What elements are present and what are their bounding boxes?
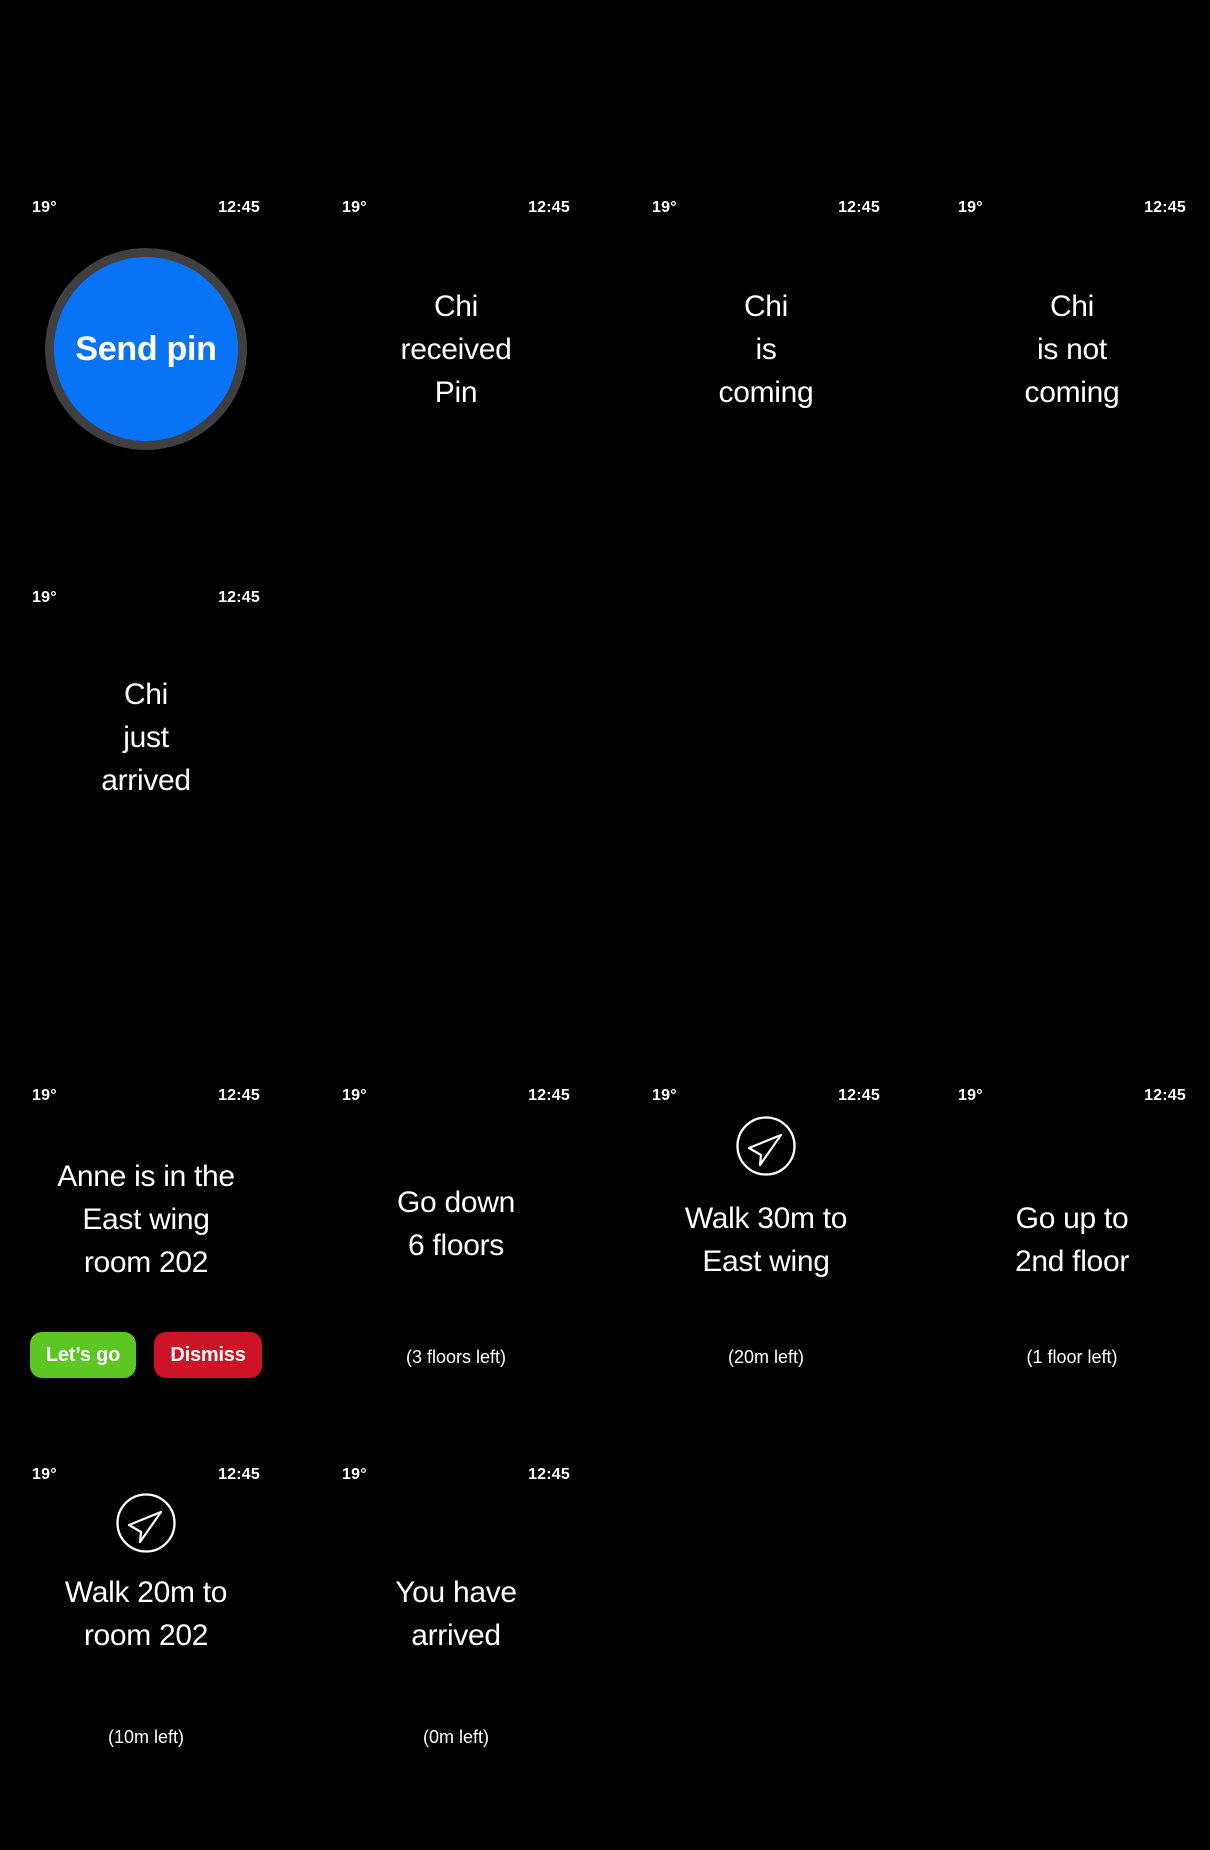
message-line: arrived — [411, 1619, 501, 1652]
status-bar — [956, 198, 1188, 218]
screen-go-up — [956, 1086, 1188, 1386]
temperature-label: 19° — [652, 199, 677, 216]
screen-chi-is-not-coming — [956, 198, 1188, 458]
status-bar — [956, 1086, 1188, 1106]
message-line: room 202 — [83, 1619, 209, 1652]
status-bar — [340, 198, 572, 218]
clock-label: 12:45 — [1144, 199, 1186, 216]
clock-label: 12:45 — [218, 199, 260, 216]
message-line: is — [755, 333, 777, 366]
screen-send-pin — [30, 198, 262, 458]
message-line: room 202 — [83, 1246, 209, 1279]
send-pin-button[interactable]: Send pin — [45, 248, 247, 450]
screen-chi-is-coming — [650, 198, 882, 458]
instruction-text — [640, 1197, 892, 1283]
message-text — [330, 285, 582, 414]
message-line: East wing — [702, 1245, 830, 1278]
clock-label: 12:45 — [838, 199, 880, 216]
message-line: 2nd floor — [1014, 1245, 1130, 1278]
message-line: coming — [1024, 376, 1120, 409]
screen-chi-received-pin — [340, 198, 572, 458]
message-line: coming — [718, 376, 814, 409]
message-line: Chi — [433, 290, 479, 323]
message-line: received — [400, 333, 512, 366]
message-line: Walk 30m to — [684, 1202, 848, 1235]
message-line: Chi — [1049, 290, 1095, 323]
remaining-label: (3 floors left) — [405, 1347, 507, 1367]
instruction-text — [946, 1197, 1198, 1283]
message-line: Anne is in the — [57, 1160, 235, 1193]
temperature-label: 19° — [652, 1087, 677, 1104]
message-line: just — [123, 721, 169, 754]
temperature-label: 19° — [958, 1087, 983, 1104]
clock-label: 12:45 — [218, 1087, 260, 1104]
action-buttons — [30, 1332, 262, 1378]
status-bar — [650, 1086, 882, 1106]
message-text — [20, 1155, 272, 1284]
remaining-label: (20m left) — [727, 1347, 805, 1367]
screen-anne-location — [30, 1086, 262, 1386]
screen-chi-just-arrived — [30, 588, 262, 848]
temperature-label: 19° — [958, 199, 983, 216]
clock-label: 12:45 — [218, 589, 260, 606]
temperature-label: 19° — [342, 1466, 367, 1483]
status-bar — [340, 1465, 572, 1485]
message-line: You have — [395, 1576, 517, 1609]
status-bar — [340, 1086, 572, 1106]
remaining-label: (1 floor left) — [1026, 1347, 1118, 1367]
message-line: Go up to — [1015, 1202, 1129, 1235]
navigation-icon — [30, 1492, 262, 1554]
message-line: Walk 20m to — [64, 1576, 228, 1609]
lets-go-button[interactable]: Let’s go — [30, 1332, 136, 1378]
remaining-label: (10m left) — [107, 1727, 185, 1747]
message-line: Chi — [743, 290, 789, 323]
remaining-label: (0m left) — [422, 1727, 489, 1747]
clock-label: 12:45 — [528, 199, 570, 216]
clock-label: 12:45 — [528, 1087, 570, 1104]
screen-walk-room-202 — [30, 1465, 262, 1765]
message-line: East wing — [82, 1203, 210, 1236]
message-text — [330, 1571, 582, 1657]
status-bar — [30, 1086, 262, 1106]
temperature-label: 19° — [342, 1087, 367, 1104]
temperature-label: 19° — [32, 1087, 57, 1104]
message-text — [640, 285, 892, 414]
screen-you-have-arrived — [340, 1465, 572, 1765]
temperature-label: 19° — [32, 589, 57, 606]
clock-label: 12:45 — [1144, 1087, 1186, 1104]
dismiss-button[interactable]: Dismiss — [154, 1332, 262, 1378]
temperature-label: 19° — [32, 1466, 57, 1483]
status-bar — [30, 1465, 262, 1485]
navigation-icon — [650, 1115, 882, 1177]
status-bar — [30, 198, 262, 218]
message-text — [946, 285, 1198, 414]
status-bar — [30, 588, 262, 608]
message-line: Chi — [123, 678, 169, 711]
message-line: Pin — [434, 376, 478, 409]
clock-label: 12:45 — [528, 1466, 570, 1483]
clock-label: 12:45 — [838, 1087, 880, 1104]
screen-go-down — [340, 1086, 572, 1386]
message-text — [20, 673, 272, 802]
clock-label: 12:45 — [218, 1466, 260, 1483]
message-line: 6 floors — [408, 1229, 504, 1262]
temperature-label: 19° — [32, 199, 57, 216]
screen-walk-east-wing — [650, 1086, 882, 1386]
instruction-text — [330, 1181, 582, 1267]
message-line: arrived — [101, 764, 191, 797]
instruction-text — [20, 1571, 272, 1657]
message-line: Go down — [397, 1186, 515, 1219]
status-bar — [650, 198, 882, 218]
message-line: is not — [1037, 333, 1107, 366]
temperature-label: 19° — [342, 199, 367, 216]
